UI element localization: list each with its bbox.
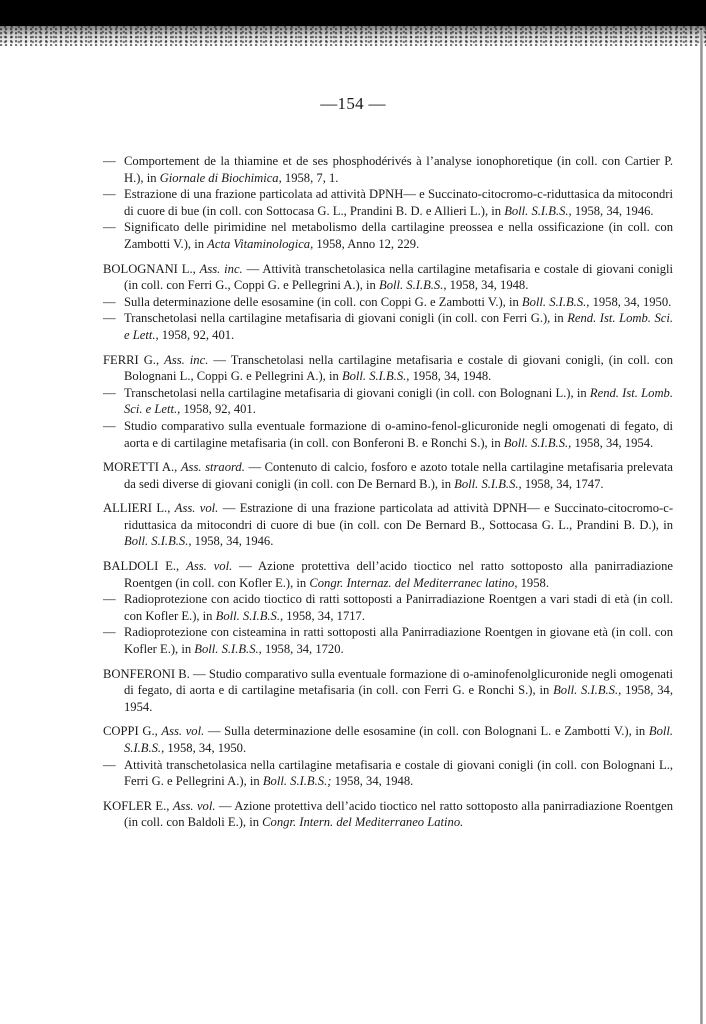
- author-entry: [103, 558, 673, 591]
- bibliography-block: [103, 558, 673, 658]
- text-run: 1958, 34, 1720.: [261, 642, 344, 657]
- text-run: 1958.: [517, 575, 549, 590]
- text-run: 1958, 34, 1948.: [409, 369, 492, 384]
- text-run: — Azione protettiva dell’acido tioctico nel ratto sottoposto alla panirradiazione Roentgen (in coll. con Baldoli E.), in: [124, 798, 673, 830]
- author-entry: [103, 459, 673, 492]
- bibliography-item: [103, 418, 673, 451]
- bibliography-item: [103, 757, 673, 790]
- author-entry: [103, 261, 673, 294]
- item-dash: —: [103, 757, 116, 772]
- text-run: Radioprotezione con cisteamina in ratti sottoposti alla Panirradiazione Roentgen in giovane età (in coll. con Kofler E.), in: [124, 625, 673, 657]
- item-dash: —: [103, 385, 116, 400]
- text-run: KOFLER E.,: [103, 798, 173, 813]
- bibliography-item: [103, 153, 673, 186]
- text-run: 1958, Anno 12, 229.: [313, 236, 420, 251]
- italic-text: Boll. S.I.B.S.,: [454, 476, 522, 491]
- italic-text: Ass. straord.: [180, 460, 245, 475]
- bibliography-item: [103, 624, 673, 657]
- bibliography-block: [103, 153, 673, 253]
- scan-dark-edge: [0, 0, 706, 26]
- bibliography-block: [103, 723, 673, 789]
- text-run: — Sulla determinazione delle esosamine (in coll. con Bolognani L. e Zambotti V.), in: [204, 724, 649, 739]
- text-run: 1958, 92, 401.: [180, 402, 256, 417]
- text-run: 1958, 34, 1946.: [191, 534, 274, 549]
- item-dash: —: [103, 294, 116, 309]
- text-run: 1958, 7, 1.: [281, 170, 339, 185]
- italic-text: Boll. S.I.B.S.,: [503, 435, 572, 450]
- item-dash: —: [103, 154, 116, 168]
- scan-noise: [0, 24, 706, 46]
- text-run: 1958, 34, 1950.: [164, 741, 247, 755]
- author-entry: [103, 352, 673, 385]
- item-dash: —: [103, 418, 116, 433]
- item-dash: —: [103, 187, 116, 202]
- italic-text: Ass. vol.: [172, 798, 216, 813]
- italic-text: Boll. S.I.B.S.,: [341, 369, 410, 384]
- italic-text: Boll. S.I.B.S.,: [215, 608, 284, 623]
- text-run: 1958, 34, 1950.: [589, 294, 672, 309]
- italic-text: Acta Vitaminologica,: [207, 236, 314, 251]
- page-edge: [700, 30, 703, 1024]
- bibliography-item: [103, 591, 673, 624]
- author-entry: [103, 723, 673, 756]
- italic-text: Boll. S.I.B.S.,: [124, 534, 192, 549]
- text-run: Sulla determinazione delle esosamine (in coll. con Coppi G. e Zambotti V.), in: [124, 294, 522, 309]
- italic-text: Giornale di Biochimica,: [159, 170, 282, 185]
- text-run: ALLIERI L.,: [103, 501, 175, 516]
- text-run: BONFERONI B. — Studio comparativo sulla eventuale formazione di o-aminofenolglicuronide negli omogenati di fegato, di aorta e di cartilagine metafisaria (in coll. con Ferri G. e Ronchi S.), in: [103, 666, 673, 698]
- italic-text: Ass. inc.: [199, 261, 243, 276]
- text-run: Estrazione di una frazione particolata ad attività DPNH— e Succinato-citocromo-c-riduttasica da mitocondri di cuore di bue (in coll. con Sottocasa G. L., Prandini B. D. e Allieri L.), in: [124, 187, 673, 218]
- text-run: — Contenuto di calcio, fosforo e azoto totale nella cartilagine metafisaria prelevata da sedi diverse di giovani conigli (in coll. con De Bernard B.), in: [124, 460, 673, 491]
- text-run: FERRI G.,: [103, 352, 165, 367]
- text-run: Transchetolasi nella cartilagine metafisaria di giovani conigli (in coll. con Bolognani L.), in: [124, 385, 590, 400]
- item-dash: —: [103, 592, 116, 607]
- text-run: BOLOGNANI L.,: [103, 261, 200, 276]
- italic-text: Boll. S.I.B.S.,: [194, 642, 262, 657]
- text-run: BALDOLI E.,: [103, 559, 187, 574]
- text-run: Comportement de la thiamine et de ses phosphodérivés à l’analyse ionophoretique (in coll. con Cartier P. H.), in: [124, 154, 673, 185]
- bibliography-item: [103, 385, 673, 418]
- bibliography-item: [103, 294, 673, 311]
- text-run: 1958, 34, 1948.: [331, 774, 414, 789]
- italic-text: Ass. vol.: [174, 501, 219, 516]
- italic-text: Boll. S.I.B.S.,: [553, 683, 622, 698]
- bibliography-block: [103, 500, 673, 550]
- text-run: 1958, 34, 1948.: [446, 278, 529, 293]
- bibliography-block: [103, 798, 673, 831]
- text-run: — Azione protettiva dell’acido tioctico nel ratto sottoposto alla panirradiazione Roentgen (in coll. con Kofler E.), in: [124, 559, 673, 590]
- italic-text: Rend. Ist. Lomb. Sci. e Lett.,: [124, 385, 673, 417]
- italic-text: Boll. S.I.B.S.;: [262, 774, 332, 789]
- text-run: Studio comparativo sulla eventuale formazione di o-amino-fenol-glicuronide negli omogenati di fegato, di aorta e di cartilagine metafisaria (in coll. con Bonferoni B. e Ronchi S.), in: [124, 418, 673, 450]
- italic-text: Boll. S.I.B.S.,: [521, 294, 590, 309]
- page-number: —154 —: [320, 94, 386, 113]
- italic-text: Boll. S.I.B.S.,: [379, 278, 447, 293]
- text-run: 1958, 34, 1717.: [283, 608, 365, 623]
- italic-text: Ass. vol.: [186, 559, 233, 574]
- author-entry: [103, 666, 673, 716]
- italic-text: Congr. Internaz. del Mediterranec latino,: [309, 575, 518, 590]
- text-run: MORETTI A.,: [103, 460, 181, 475]
- text-run: — Estrazione di una frazione particolata ad attività DPNH— e Succinato-citocromo-c-riduttasica da mitocondri di cuore di bue (in coll. con De Bernard B., Sottocasa G. L., Prandini B. D.), in: [124, 501, 674, 532]
- italic-text: Boll. S.I.B.S.,: [504, 203, 572, 218]
- italic-text: Boll. S.I.B.S.,: [124, 724, 674, 755]
- text-run: 1958, 34, 1954.: [571, 435, 654, 450]
- text-run: 1958, 92, 401.: [158, 327, 235, 342]
- text-run: — Transchetolasi nella cartilagine metafisaria e costale di giovani conigli, (in coll. con Bolognani L., Coppi G. e Pellegrini A.), in: [124, 352, 673, 384]
- bibliography-block: [103, 459, 673, 492]
- author-entry: [103, 500, 673, 550]
- text-run: COPPI G.,: [103, 724, 162, 739]
- bibliography-list: [103, 153, 673, 839]
- text-run: Transchetolasi nella cartilagine metafisaria di giovani conigli (in coll. con Ferri G.), in: [124, 311, 568, 326]
- italic-text: Rend. Ist. Lomb. Sci. e Lett.,: [124, 311, 673, 342]
- author-entry: [103, 798, 673, 831]
- text-run: — Attività transchetolasica nella cartilagine metafisaria e costale di giovani conigli (in coll. con Ferri G., Coppi G. e Pellegrini A.), in: [124, 261, 673, 293]
- text-run: 1958, 34, 1747.: [521, 476, 604, 491]
- text-run: Radioprotezione con acido tioctico di ratti sottoposti a Panirradiazione Roentgen a vari stadi di età (in coll. con Kofler E.), in: [124, 592, 673, 623]
- item-dash: —: [103, 220, 116, 235]
- text-run: Significato delle pirimidine nel metabolismo della cartilagine preossea e nella ossificazione (in coll. con Zambotti V.), in: [124, 220, 673, 251]
- item-dash: —: [103, 311, 116, 326]
- bibliography-item: [103, 186, 673, 219]
- italic-text: Ass. vol.: [161, 724, 205, 739]
- italic-text: Congr. Intern. del Mediterraneo Latino.: [262, 815, 464, 830]
- bibliography-item: [103, 219, 673, 252]
- text-run: Attività transchetolasica nella cartilagine metafisaria e costale di giovani conigli (in coll. con Bolognani L., Ferri G. e Pellegrini A.), in: [124, 757, 673, 789]
- bibliography-block: [103, 261, 673, 344]
- bibliography-block: [103, 352, 673, 452]
- bibliography-item: [103, 310, 673, 343]
- item-dash: —: [103, 625, 116, 640]
- bibliography-block: [103, 666, 673, 716]
- text-run: 1958, 34, 1954.: [124, 683, 673, 714]
- text-run: 1958, 34, 1946.: [571, 203, 654, 218]
- italic-text: Ass. inc.: [164, 352, 209, 367]
